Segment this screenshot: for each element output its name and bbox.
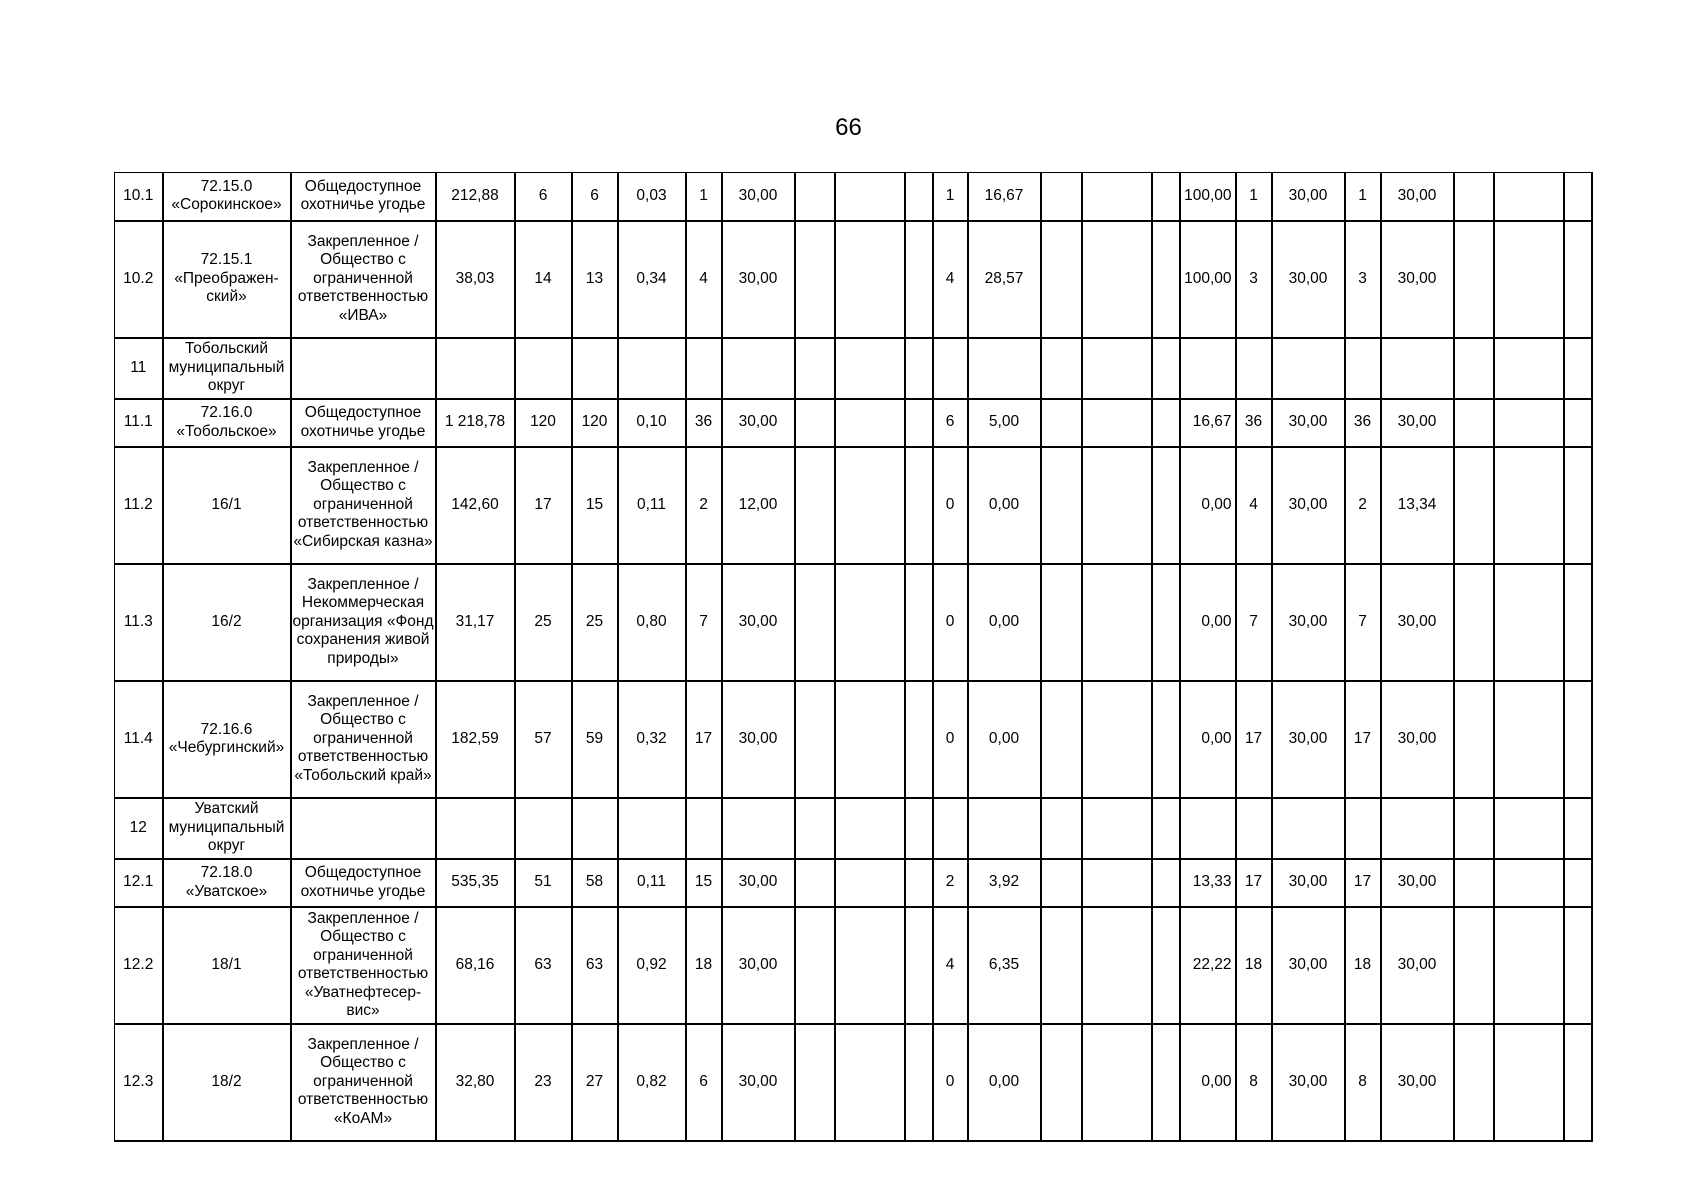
- table-cell: [795, 907, 835, 1024]
- table-cell: [1454, 338, 1494, 399]
- table-cell: Закрепленное / Некоммерческая организация «Фонд сохранения живой природы»: [291, 564, 436, 681]
- table-cell: [905, 338, 933, 399]
- table-cell: [1564, 859, 1592, 907]
- table-cell: [795, 173, 835, 221]
- table-cell: 0,00: [968, 447, 1041, 564]
- table-cell: [686, 798, 722, 859]
- table-cell: 0: [933, 564, 968, 681]
- table-cell: 11.4: [115, 681, 163, 798]
- table-cell: 0,00: [1180, 681, 1236, 798]
- table-cell: Уватский муниципальный округ: [163, 798, 291, 859]
- table-cell: 6: [572, 173, 618, 221]
- table-cell: [835, 681, 905, 798]
- table-cell: [795, 798, 835, 859]
- table-cell: [1041, 338, 1082, 399]
- table-cell: [1152, 564, 1180, 681]
- table-cell: 0,34: [618, 221, 686, 338]
- table-cell: [933, 798, 968, 859]
- table-row: [115, 907, 1592, 1024]
- table-cell: [1454, 1024, 1494, 1141]
- table-cell: [515, 338, 572, 399]
- table-cell: [1564, 1024, 1592, 1141]
- table-cell: 30,00: [1381, 173, 1454, 221]
- table-cell: 2: [1345, 447, 1381, 564]
- table-cell: [1345, 798, 1381, 859]
- table-cell: [1494, 338, 1564, 399]
- table-row: [115, 338, 1592, 399]
- table-cell: [905, 681, 933, 798]
- table-cell: [1041, 564, 1082, 681]
- table-cell: [572, 338, 618, 399]
- table-cell: 72.18.0 «Уватское»: [163, 859, 291, 907]
- table-cell: 5,00: [968, 399, 1041, 447]
- table-cell: Закрепленное / Общество с ограниченной ответственностью «Сибирская казна»: [291, 447, 436, 564]
- table-cell: 30,00: [722, 681, 795, 798]
- table-cell: [1236, 338, 1272, 399]
- table-cell: [1082, 399, 1152, 447]
- table-cell: [1494, 173, 1564, 221]
- table-cell: [795, 859, 835, 907]
- table-cell: [1564, 173, 1592, 221]
- table-cell: [1494, 447, 1564, 564]
- table-cell: Закрепленное / Общество с ограниченной ответственностью «Тобольский край»: [291, 681, 436, 798]
- table-cell: [1454, 798, 1494, 859]
- table-cell: Закрепленное / Общество с ограниченной ответственностью «Уватнефтесер- вис»: [291, 907, 436, 1024]
- table-cell: 38,03: [436, 221, 515, 338]
- table-cell: [795, 338, 835, 399]
- table-cell: [1152, 221, 1180, 338]
- table-cell: 30,00: [722, 399, 795, 447]
- table-cell: [436, 798, 515, 859]
- table-cell: 120: [572, 399, 618, 447]
- table-cell: 0: [933, 1024, 968, 1141]
- table-cell: [686, 338, 722, 399]
- table-cell: 68,16: [436, 907, 515, 1024]
- table-cell: [1564, 338, 1592, 399]
- table-cell: 15: [686, 859, 722, 907]
- table-cell: [1564, 447, 1592, 564]
- table-cell: [1564, 221, 1592, 338]
- table-cell: [1564, 681, 1592, 798]
- table-cell: [1082, 173, 1152, 221]
- table-cell: 17: [1345, 859, 1381, 907]
- table-cell: 0,00: [1180, 564, 1236, 681]
- table-cell: [1041, 798, 1082, 859]
- table-cell: [722, 798, 795, 859]
- table-cell: [1152, 681, 1180, 798]
- table-cell: 30,00: [722, 859, 795, 907]
- table-cell: [1454, 399, 1494, 447]
- table-cell: [1454, 564, 1494, 681]
- table-row: [115, 221, 1592, 338]
- table-cell: [905, 907, 933, 1024]
- table-cell: 30,00: [1381, 1024, 1454, 1141]
- table-cell: 12.3: [115, 1024, 163, 1141]
- table-cell: [1494, 399, 1564, 447]
- table-row: [115, 859, 1592, 907]
- table-cell: [933, 338, 968, 399]
- table-cell: [905, 447, 933, 564]
- table-cell: [1082, 907, 1152, 1024]
- table-cell: [968, 338, 1041, 399]
- table-cell: 30,00: [1272, 859, 1345, 907]
- table-cell: 63: [572, 907, 618, 1024]
- table-cell: 30,00: [722, 1024, 795, 1141]
- table-cell: [1454, 221, 1494, 338]
- table-cell: 0,82: [618, 1024, 686, 1141]
- table-cell: [1152, 338, 1180, 399]
- table-cell: Тобольский муниципальный округ: [163, 338, 291, 399]
- table-cell: 16,67: [1180, 399, 1236, 447]
- hunting-grounds-table: [114, 172, 1593, 1142]
- table-cell: [905, 1024, 933, 1141]
- table-cell: 6: [515, 173, 572, 221]
- table-cell: 18: [1345, 907, 1381, 1024]
- table-cell: [1041, 173, 1082, 221]
- table-cell: [1494, 859, 1564, 907]
- table-cell: 0,00: [968, 1024, 1041, 1141]
- table-cell: 7: [686, 564, 722, 681]
- table-cell: [795, 681, 835, 798]
- table-cell: 18/1: [163, 907, 291, 1024]
- table-cell: 30,00: [1272, 221, 1345, 338]
- table-cell: Общедоступное охотничье угодье: [291, 859, 436, 907]
- table-cell: 212,88: [436, 173, 515, 221]
- table-cell: [835, 859, 905, 907]
- table-cell: 8: [1345, 1024, 1381, 1141]
- table-cell: 0,03: [618, 173, 686, 221]
- table-cell: [1041, 221, 1082, 338]
- table-cell: 0,00: [1180, 447, 1236, 564]
- table-cell: [905, 399, 933, 447]
- table-cell: [1152, 859, 1180, 907]
- table-cell: [1272, 798, 1345, 859]
- table-cell: [968, 798, 1041, 859]
- table-cell: [1454, 859, 1494, 907]
- table-cell: 10.1: [115, 173, 163, 221]
- table-cell: [291, 798, 436, 859]
- table-cell: 0,00: [968, 681, 1041, 798]
- table-cell: 6: [686, 1024, 722, 1141]
- table-row: [115, 681, 1592, 798]
- table-cell: 11.2: [115, 447, 163, 564]
- table-cell: [835, 399, 905, 447]
- table-cell: 0,00: [968, 564, 1041, 681]
- table-cell: 3: [1345, 221, 1381, 338]
- table-cell: 30,00: [1272, 447, 1345, 564]
- table-cell: 30,00: [1272, 681, 1345, 798]
- table-cell: 25: [515, 564, 572, 681]
- table-cell: [835, 1024, 905, 1141]
- table-cell: 1: [933, 173, 968, 221]
- table-cell: [1041, 1024, 1082, 1141]
- table-cell: 4: [933, 907, 968, 1024]
- table-cell: 72.15.0 «Сорокинское»: [163, 173, 291, 221]
- table-cell: [1494, 564, 1564, 681]
- table-cell: 30,00: [1381, 564, 1454, 681]
- table-cell: [1494, 1024, 1564, 1141]
- table-cell: 59: [572, 681, 618, 798]
- table-cell: [795, 447, 835, 564]
- table-cell: 30,00: [722, 907, 795, 1024]
- table-cell: 30,00: [1272, 399, 1345, 447]
- table-cell: 0: [933, 447, 968, 564]
- table-cell: [618, 338, 686, 399]
- table-cell: [1041, 399, 1082, 447]
- table-cell: 30,00: [1381, 681, 1454, 798]
- table-cell: [1152, 399, 1180, 447]
- table-cell: [1454, 173, 1494, 221]
- table-cell: [1564, 399, 1592, 447]
- table-row: [115, 564, 1592, 681]
- table-cell: [1082, 447, 1152, 564]
- table-cell: [1236, 798, 1272, 859]
- table-cell: 6: [933, 399, 968, 447]
- table-cell: 36: [686, 399, 722, 447]
- table-cell: [1041, 447, 1082, 564]
- table-cell: 30,00: [1381, 859, 1454, 907]
- table-cell: 30,00: [1381, 399, 1454, 447]
- table-cell: [572, 798, 618, 859]
- table-cell: 23: [515, 1024, 572, 1141]
- table-cell: 4: [933, 221, 968, 338]
- table-cell: 1: [1236, 173, 1272, 221]
- table-cell: [1494, 681, 1564, 798]
- table-cell: 10.2: [115, 221, 163, 338]
- table-cell: 16,67: [968, 173, 1041, 221]
- table-cell: [795, 1024, 835, 1141]
- table-cell: [835, 447, 905, 564]
- table-cell: 17: [686, 681, 722, 798]
- table-cell: [905, 221, 933, 338]
- table-cell: [1454, 447, 1494, 564]
- table-cell: [795, 564, 835, 681]
- table-cell: 51: [515, 859, 572, 907]
- table-cell: 16/1: [163, 447, 291, 564]
- table-cell: [1180, 798, 1236, 859]
- table-cell: [1082, 798, 1152, 859]
- table-cell: Общедоступное охотничье угодье: [291, 173, 436, 221]
- table-cell: 0,80: [618, 564, 686, 681]
- table-cell: 142,60: [436, 447, 515, 564]
- table-cell: 0,32: [618, 681, 686, 798]
- table-cell: [1082, 681, 1152, 798]
- table-cell: 6,35: [968, 907, 1041, 1024]
- table-cell: 1: [686, 173, 722, 221]
- table-cell: [905, 173, 933, 221]
- table-cell: [1152, 1024, 1180, 1141]
- table-cell: 18: [686, 907, 722, 1024]
- table-cell: 18/2: [163, 1024, 291, 1141]
- table-cell: 7: [1236, 564, 1272, 681]
- table-cell: 30,00: [722, 564, 795, 681]
- table-cell: 120: [515, 399, 572, 447]
- table-cell: [1494, 798, 1564, 859]
- table-cell: 11: [115, 338, 163, 399]
- table-cell: 12: [115, 798, 163, 859]
- table-cell: 36: [1236, 399, 1272, 447]
- table-cell: 13: [572, 221, 618, 338]
- table-cell: 3: [1236, 221, 1272, 338]
- table-cell: 30,00: [1381, 907, 1454, 1024]
- table-cell: [1152, 447, 1180, 564]
- table-cell: 18: [1236, 907, 1272, 1024]
- table-cell: [1180, 338, 1236, 399]
- table-cell: 535,35: [436, 859, 515, 907]
- table-cell: [835, 338, 905, 399]
- table-cell: 30,00: [1272, 1024, 1345, 1141]
- table-cell: 0: [933, 681, 968, 798]
- table-cell: 72.15.1 «Преображен- ский»: [163, 221, 291, 338]
- table-cell: 0,00: [1180, 1024, 1236, 1141]
- table-cell: 25: [572, 564, 618, 681]
- table-cell: [1494, 221, 1564, 338]
- table-cell: 3,92: [968, 859, 1041, 907]
- table-row: [115, 798, 1592, 859]
- table-cell: 30,00: [722, 221, 795, 338]
- table-cell: 17: [1345, 681, 1381, 798]
- table-cell: [1454, 681, 1494, 798]
- table-cell: 27: [572, 1024, 618, 1141]
- table-cell: 28,57: [968, 221, 1041, 338]
- table-cell: Общедоступное охотничье угодье: [291, 399, 436, 447]
- table-cell: [1082, 338, 1152, 399]
- table-cell: [1041, 859, 1082, 907]
- table-row: [115, 399, 1592, 447]
- table-cell: 13,34: [1381, 447, 1454, 564]
- table-cell: 17: [1236, 859, 1272, 907]
- table-cell: 7: [1345, 564, 1381, 681]
- table-cell: 11.1: [115, 399, 163, 447]
- table-cell: 13,33: [1180, 859, 1236, 907]
- table-cell: 2: [933, 859, 968, 907]
- table-row: [115, 447, 1592, 564]
- table-cell: 30,00: [1272, 173, 1345, 221]
- table-cell: [1564, 907, 1592, 1024]
- table-cell: [835, 907, 905, 1024]
- table-cell: Закрепленное / Общество с ограниченной ответственностью «ИВА»: [291, 221, 436, 338]
- table-cell: 14: [515, 221, 572, 338]
- table-cell: 11.3: [115, 564, 163, 681]
- table-cell: [1152, 798, 1180, 859]
- table-cell: [905, 859, 933, 907]
- table-cell: 58: [572, 859, 618, 907]
- table-cell: [1381, 798, 1454, 859]
- table-cell: 16/2: [163, 564, 291, 681]
- table-cell: 100,00: [1180, 173, 1236, 221]
- table-cell: 0,10: [618, 399, 686, 447]
- table-cell: [1041, 681, 1082, 798]
- table-cell: [905, 798, 933, 859]
- table-cell: 0,92: [618, 907, 686, 1024]
- table-cell: [1082, 1024, 1152, 1141]
- table-row: [115, 1024, 1592, 1141]
- table-cell: [1564, 798, 1592, 859]
- table-cell: [835, 221, 905, 338]
- table-cell: [618, 798, 686, 859]
- table-cell: [795, 399, 835, 447]
- table-cell: [1454, 907, 1494, 1024]
- table-cell: 30,00: [1381, 221, 1454, 338]
- table-row: [115, 173, 1592, 221]
- table-cell: 12,00: [722, 447, 795, 564]
- table-cell: [835, 564, 905, 681]
- table-cell: Закрепленное / Общество с ограниченной ответственностью «КоАМ»: [291, 1024, 436, 1141]
- table-cell: 63: [515, 907, 572, 1024]
- table-cell: 31,17: [436, 564, 515, 681]
- page-number: 66: [835, 114, 862, 141]
- table-cell: [1564, 564, 1592, 681]
- table-cell: [1494, 907, 1564, 1024]
- table-cell: 15: [572, 447, 618, 564]
- table-cell: [1381, 338, 1454, 399]
- table-cell: [291, 338, 436, 399]
- table-cell: [1041, 907, 1082, 1024]
- table-cell: 4: [1236, 447, 1272, 564]
- table-cell: 12.2: [115, 907, 163, 1024]
- table-cell: 57: [515, 681, 572, 798]
- table-cell: 72.16.6 «Чебургинский»: [163, 681, 291, 798]
- table-cell: [1082, 859, 1152, 907]
- table-cell: [1082, 221, 1152, 338]
- table-cell: 17: [1236, 681, 1272, 798]
- table-cell: 0,11: [618, 447, 686, 564]
- table-cell: [1082, 564, 1152, 681]
- table-cell: 2: [686, 447, 722, 564]
- table-cell: [835, 173, 905, 221]
- table-cell: 8: [1236, 1024, 1272, 1141]
- table-cell: 30,00: [722, 173, 795, 221]
- table-cell: 182,59: [436, 681, 515, 798]
- table-cell: [835, 798, 905, 859]
- table-cell: 22,22: [1180, 907, 1236, 1024]
- table-cell: 30,00: [1272, 907, 1345, 1024]
- table-cell: 4: [686, 221, 722, 338]
- table-cell: [515, 798, 572, 859]
- table-cell: 36: [1345, 399, 1381, 447]
- table-cell: [722, 338, 795, 399]
- table-cell: [1152, 907, 1180, 1024]
- table-cell: 32,80: [436, 1024, 515, 1141]
- table-cell: [795, 221, 835, 338]
- table-cell: 17: [515, 447, 572, 564]
- table-cell: 0,11: [618, 859, 686, 907]
- table-cell: [1152, 173, 1180, 221]
- table-cell: [436, 338, 515, 399]
- table-cell: 30,00: [1272, 564, 1345, 681]
- table-cell: 12.1: [115, 859, 163, 907]
- table-cell: [905, 564, 933, 681]
- table-cell: 1: [1345, 173, 1381, 221]
- table-cell: 100,00: [1180, 221, 1236, 338]
- table-cell: 72.16.0 «Тобольское»: [163, 399, 291, 447]
- table-cell: [1272, 338, 1345, 399]
- table-cell: [1345, 338, 1381, 399]
- table-cell: 1 218,78: [436, 399, 515, 447]
